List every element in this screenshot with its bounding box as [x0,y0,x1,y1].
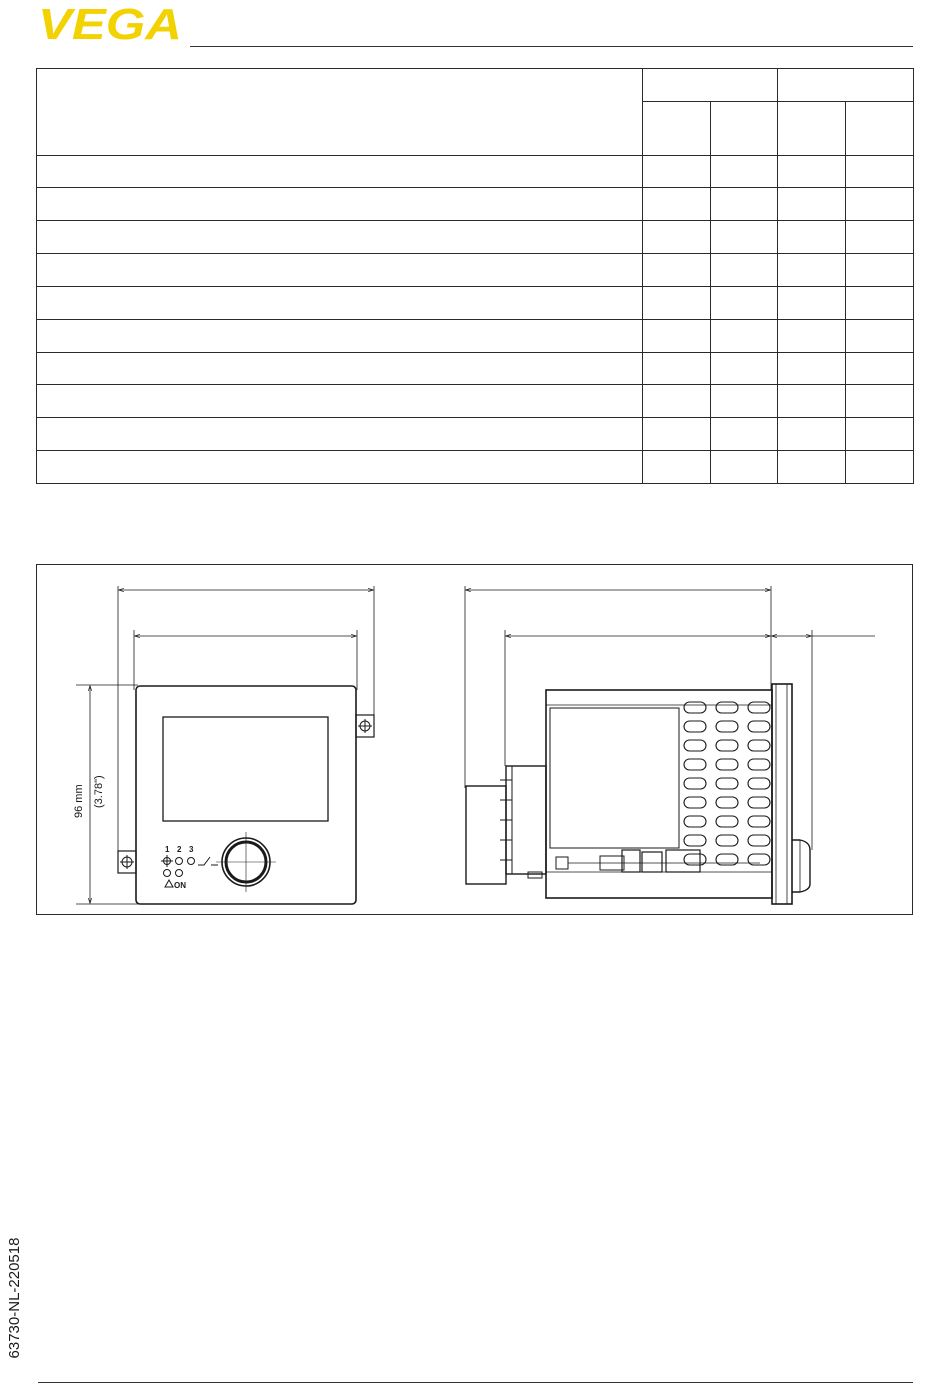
document-id: 63730-NL-220518 [6,1237,23,1359]
front-bezel [772,684,792,904]
height-inch-label: (3.78") [93,775,105,808]
side-view [465,586,875,904]
display-window [163,717,328,821]
led-label-3: 3 [189,845,194,854]
front-view [73,586,374,904]
label-plate [550,708,679,848]
led-4 [164,870,171,877]
rear-connector [466,786,506,884]
ventilation-slots [684,702,770,865]
knob-profile [792,840,810,892]
vega-logo-text: VEGA [38,4,182,44]
led-3 [188,858,195,865]
led-label-2: 2 [177,845,182,854]
led-5 [176,870,183,877]
led-label-1: 1 [165,845,170,854]
on-label: ON [174,881,186,890]
led-2 [176,858,183,865]
relay-switch-icon [198,857,218,865]
footer-rule [38,1382,913,1383]
housing-body [546,690,772,898]
height-mm-label: 96 mm [73,784,85,818]
internal-latch [556,857,568,869]
warning-icon [165,880,173,887]
